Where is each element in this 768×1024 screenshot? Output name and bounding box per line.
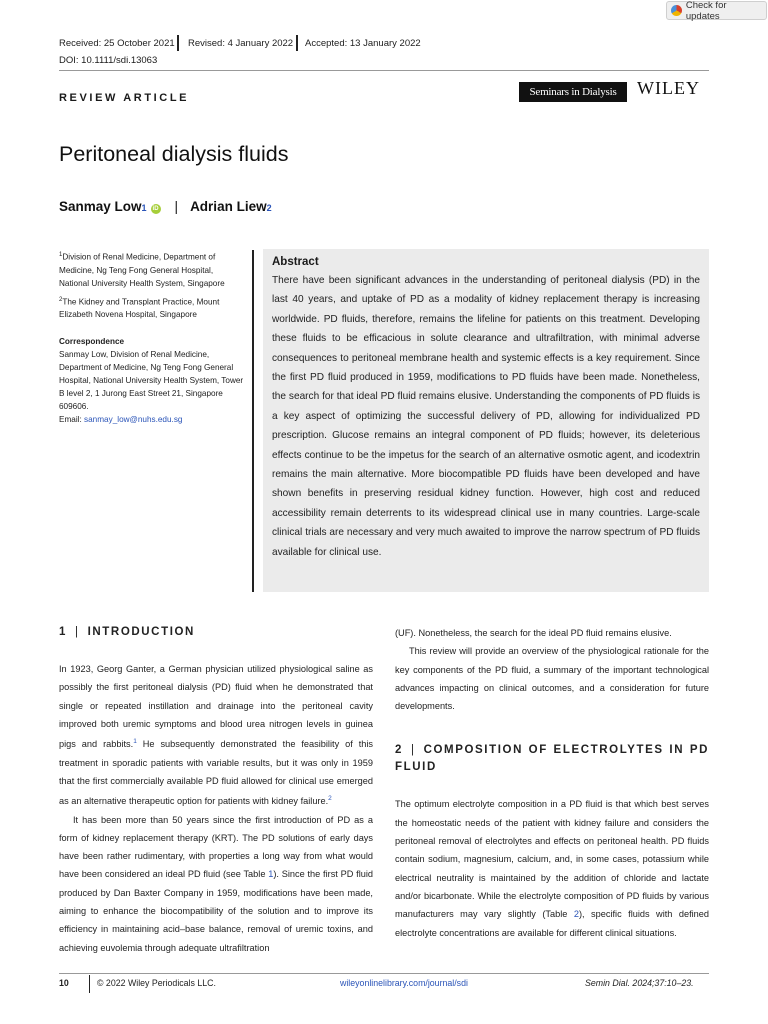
table-ref-link[interactable]: 2 (573, 909, 579, 920)
section-heading-composition (395, 742, 709, 776)
citation-ref[interactable]: 2 (328, 795, 332, 803)
journal-url-link[interactable]: wileyonlinelibrary.com/journal/sdi (340, 978, 468, 988)
paragraph-text: In 1923, Georg Ganter, a German physician utilized physiological saline as possibly the first peritoneal dialysis (PD) fluid when he demonstrated that single or repeated instillation and drainage into the peritoneal cavity improved both uremic symptoms and blood urea nitrogen levels in guinea pigs and rabbits. (59, 664, 373, 750)
check-for-updates-button[interactable] (666, 1, 767, 20)
footer-divider (89, 975, 90, 993)
revised-date: Revised: 4 January 2022 (188, 38, 294, 49)
affiliation-1 (59, 249, 244, 290)
author-list (59, 199, 272, 215)
orcid-icon[interactable]: iD (152, 206, 159, 212)
journal-citation: Semin Dial. 2024;37:10–23. (585, 978, 694, 988)
author-name[interactable]: Adrian Liew (190, 199, 267, 214)
copyright: © 2022 Wiley Periodicals LLC. (97, 978, 216, 988)
correspondence-heading: Correspondence (59, 337, 125, 347)
right-column (395, 624, 709, 942)
article-type-label: REVIEW ARTICLE (59, 92, 190, 104)
paragraph: This review will provide an overview of the physiological rationale for the key components of the PD fluid, a summary of the important technological advances impacting on clinical outcomes, and a consideration for future developments. (395, 646, 709, 712)
email-link[interactable]: sanmay_low@nuhs.edu.sg (84, 415, 183, 425)
correspondence-address: Sanmay Low, Division of Renal Medicine, Department of Medicine, Ng Teng Fong General Hospital, National University Health System, Tower B level 2, 1 Jurong East Street 21, Singapore 609606. (59, 350, 244, 412)
section-heading-introduction (59, 624, 373, 641)
section-number: 1 (59, 626, 67, 638)
section-title: INTRODUCTION (87, 626, 195, 638)
correspondence-text (59, 348, 244, 426)
email-label: Email: (59, 415, 82, 425)
publisher-logo: WILEY (637, 78, 700, 98)
header-divider (177, 35, 179, 51)
paragraph: (UF). Nonetheless, the search for the ideal PD fluid remains elusive. (395, 628, 672, 638)
affiliation-ref[interactable]: 1 (141, 203, 147, 213)
crossmark-icon (671, 5, 682, 16)
affiliation-sup: 2 (59, 296, 63, 303)
abstract-heading: Abstract (272, 256, 319, 268)
author-name[interactable]: Sanmay Low (59, 199, 142, 214)
left-column (59, 624, 373, 957)
journal-logo: Seminars in Dialysis (519, 82, 627, 102)
affiliation-ref[interactable]: 2 (266, 203, 272, 213)
section-bar: | (75, 626, 80, 638)
section-title: COMPOSITION OF ELECTROLYTES IN PD FLUID (395, 744, 709, 774)
paragraph-text: ). Since the first PD fluid produced by Dan Baxter Company in 1959, modifications have been made, aiming to enhance the biocompatibility of the solution and to improve its efficiency in maintaining acid–base balance, removal of uremic toxins, and achieving euvolemia through adequate ultrafiltration (59, 869, 374, 953)
header-divider (296, 35, 298, 51)
author-separator: | (174, 199, 179, 214)
section-number: 2 (395, 744, 403, 757)
header-rule (59, 70, 709, 71)
paragraph-text: ), specific fluids with defined electrolyte concentrations are available for different clinical situations. (395, 909, 710, 938)
paragraph-text: It has been more than 50 years since the first introduction of PD as a form of kidney replacement therapy (KRT). The PD solutions of early days have been rather rudimentary, with properties a long way from what would have been considered an ideal PD fluid (see Table (59, 814, 373, 880)
accepted-date: Accepted: 13 January 2022 (305, 38, 421, 49)
paragraph-text: He subsequently demonstrated the feasibility of this treatment in sporadic patients with variable results, but it was only in 1959 that the first commercially available PD fluid allowed for clinical use emerged as an alternative therapeutic option for patients with kidney failure. (59, 739, 374, 807)
abstract-text: There have been significant advances in the understanding of peritoneal dialysis (PD) in the last 40 years, and uptake of PD as a modality of kidney replacement therapy is increasing worldwide. PD fluids, therefore, remains the lifeline for patients on this treatment. Developing these fluids to be efficacious in solute clearance and ultrafiltration, with minimal adverse consequences to peritoneal membrane health and systemic effects is a key requirement. Since the first PD fluid produced in 1959, modifications to PD fluids have been made. Nonetheless, the search for that ideal PD fluid remains elusive. Understanding the components of PD fluids is a key aspect of optimizing the successful delivery of PD, allowing for individualized PD prescription. Glucose remains an integral component of PD fluids; however, its deleterious effects continue to be the impetus for the search of an alternative osmotic agent, and icodextrin remains the main alternative. More biocompatible PD fluids have been developed and have shown benefits in preserving residual kidney function. However, high cost and reduced accessibility remain deterrents to its widespread clinical use in many countries. Large-scale clinical trials are necessary and very much awaited to improve the narrow spectrum of PD fluids available for clinical use. (272, 275, 700, 558)
article-title: Peritoneal dialysis fluids (59, 142, 289, 166)
affiliation-divider (252, 250, 254, 592)
abstract-box (263, 249, 709, 592)
affiliation-text: Division of Renal Medicine, Department of Medicine, Ng Teng Fong General Hospital, National University Health System, Singapore (59, 252, 225, 288)
affiliations (59, 249, 244, 426)
paragraph (59, 660, 373, 811)
page-number: 10 (59, 978, 69, 988)
doi[interactable]: DOI: 10.1111/sdi.13063 (59, 55, 158, 66)
table-ref-link[interactable]: 1 (268, 869, 274, 880)
affiliation-2 (59, 294, 244, 322)
affiliation-sup: 1 (59, 252, 63, 258)
section-bar: | (411, 744, 416, 757)
paragraph (395, 795, 709, 941)
check-for-updates-label: Check for updates (685, 0, 727, 22)
citation-ref[interactable]: 1 (133, 738, 137, 746)
paragraph-text: The optimum electrolyte composition in a PD fluid is that which best serves the homeostatic needs of the patient with kidney failure and considers the peritoneal removal of electrolytes and effects on peritoneal health. PD fluids contain sodium, magnesium, calcium, and, in some cases, potassium while electrical neutrality is maintained by the addition of chloride and lactate and/or bicarbonate. While the electrolyte composition of PD fluids by various manufacturers may vary slightly (Table (395, 799, 709, 920)
footer-rule (59, 973, 709, 974)
received-date: Received: 25 October 2021 (59, 38, 175, 49)
affiliation-text: The Kidney and Transplant Practice, Mount Elizabeth Novena Hospital, Singapore (59, 297, 220, 320)
paragraph (59, 811, 373, 957)
